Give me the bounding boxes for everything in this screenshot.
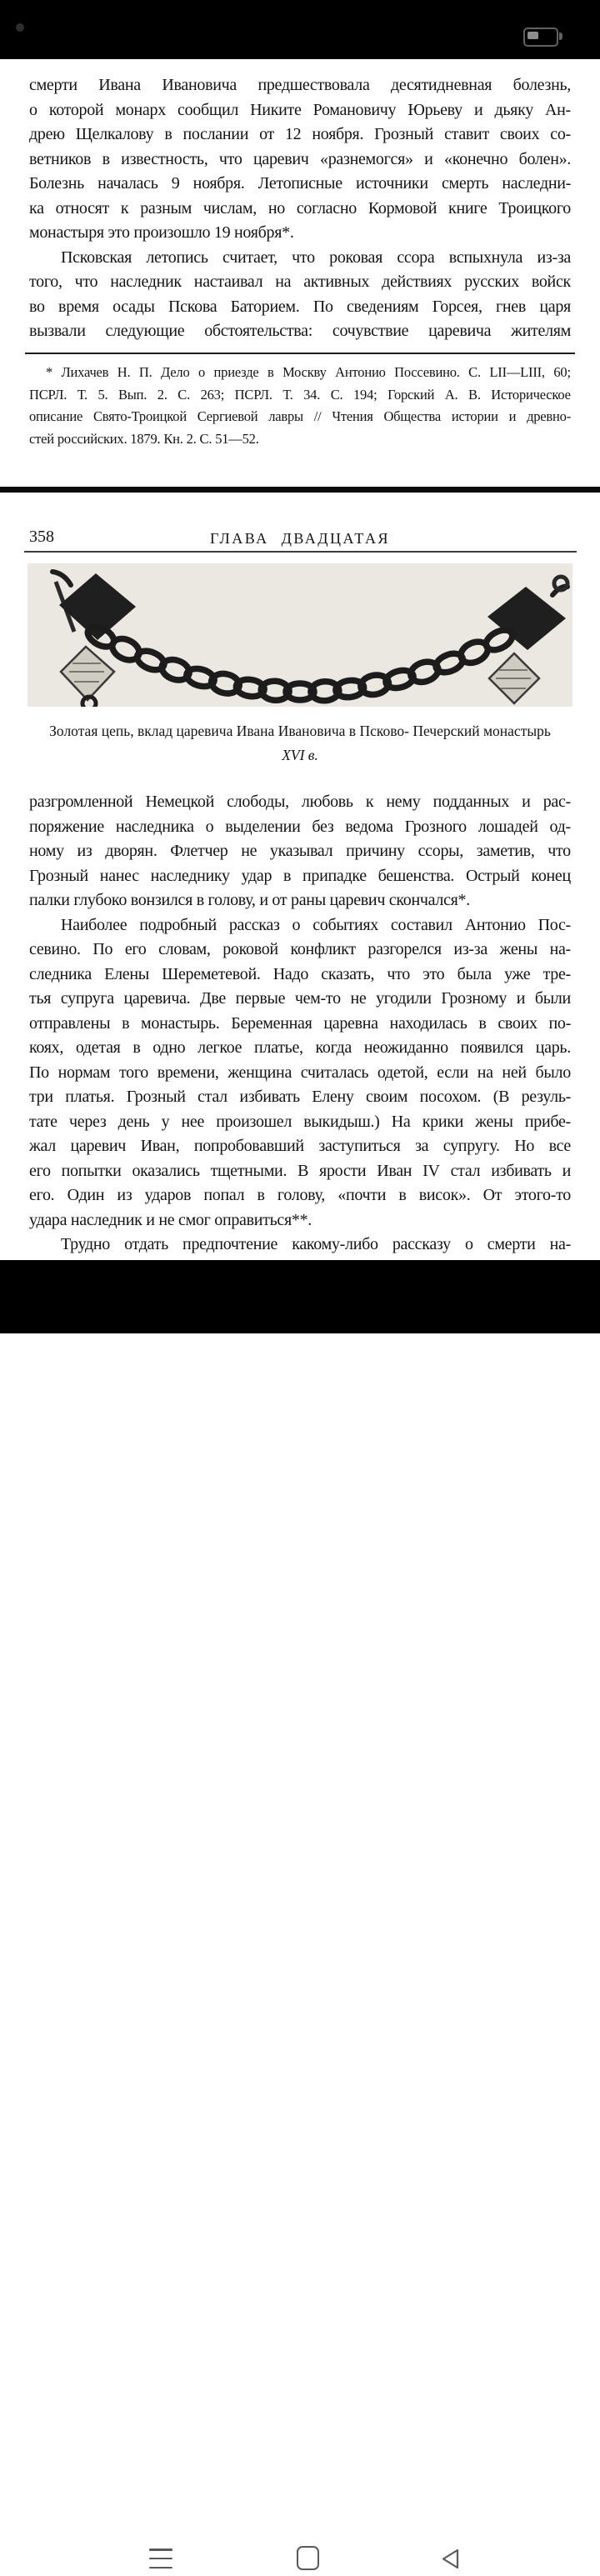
text-line: вызвали следующие обстоятельства: сочувствие царевича жителям: [29, 322, 571, 340]
right-end-ring: [554, 577, 568, 590]
left-end-ring: [82, 697, 96, 707]
chain-photo-illustration: [28, 563, 572, 707]
chain-link: [482, 626, 515, 654]
text-line: поряжение наследника о выделении без ведома Грозного лошадей од-: [29, 817, 571, 836]
text-line: тья супруга царевича. Две первые чем-то не угодили Грозному и были: [29, 989, 571, 1008]
text-line: дрею Щелкалову в послании от 12 ноября. Грозный ставит своих со-: [29, 125, 571, 143]
text-line: Псковская летопись считает, что роковая ссора вспыхнула из-за: [61, 248, 571, 267]
text-line: отправлены в монастырь. Беременная царевна находилась в своих по-: [29, 1013, 571, 1033]
text-line: о которой монарх сообщил Никите Романовичу Юрьеву и дьяку Ан-: [29, 100, 571, 119]
home-button[interactable]: [297, 2546, 319, 2570]
text-line: палки глубоко вонзился в голову, и от раны царевич скончался*.: [29, 891, 470, 909]
text-line: описание Свято-Троицкой Сергиевой лавры // Чтения Общества истории и древно-: [29, 408, 571, 424]
text-line: ветников в известность, что царевич «разнемогся» и «конечно болен».: [29, 149, 571, 168]
chain-photo: [28, 563, 572, 707]
paragraph-body-5: [29, 1233, 571, 1258]
battery-icon: [523, 28, 558, 47]
text-line: три платья. Грозный стал избивать Елену своим посохом. (В резуль-: [29, 1088, 571, 1106]
back-icon: [438, 2547, 463, 2572]
page-header-rule: [24, 551, 577, 553]
text-line: Трудно отдать предпочтение какому-либо рассказу о смерти на-: [61, 1235, 571, 1253]
recents-menu-icon: [149, 2548, 172, 2551]
text-line: * Лихачев Н. П. Дело о приезде в Москву Антонио Поссевино. С. LII—LIII, 60;: [46, 364, 571, 380]
page-break-bar: [0, 487, 600, 493]
paragraph-body-2: [29, 246, 571, 344]
text-line: следника Елены Шереметевой. Надо сказать, что это была уже тре-: [29, 964, 571, 983]
photo-caption-line2: XVI в.: [282, 747, 318, 763]
status-bar: [0, 0, 600, 59]
text-line: монастыря это произошло 19 ноября*.: [29, 223, 294, 242]
battery-fill-level: [528, 32, 538, 39]
text-line: того, что наследник настаивал на активных действиях русских войск: [29, 273, 571, 291]
reader-page-view[interactable]: [0, 59, 600, 1260]
paragraph-body-3: [29, 790, 571, 913]
paragraph-body-1: [29, 73, 571, 246]
photo-caption-line1: Золотая цепь, вклад царевича Ивана Ивановича в Псково- Печерский монастырь: [49, 723, 551, 739]
text-line: Наиболее подробный рассказ о событиях составил Антонио Пос-: [61, 915, 571, 934]
text-line: ному из дворян. Флетчер не указывал причину ссоры, заметив, что: [29, 842, 571, 860]
photo-caption: [29, 718, 571, 767]
navigation-bar: [0, 1260, 600, 1333]
front-camera-icon: [16, 23, 24, 32]
text-line: смерти Ивана Ивановича предшествовала десятидневная болезнь,: [29, 76, 571, 94]
text-line: По нормам того времени, женщина считалась одетой, если на ней было: [29, 1063, 571, 1082]
text-line: во время осады Пскова Баторием. По сведениям Горсея, гнев царя: [29, 297, 571, 316]
paragraph-body-4: [29, 913, 571, 1233]
text-line: удара наследник и не смог оправиться**.: [29, 1210, 312, 1229]
chapter-header: ГЛАВА ДВАДЦАТАЯ: [209, 530, 391, 547]
battery-nub: [559, 33, 562, 40]
text-line: разгромленной Немецкой слободы, любовь к нему подданных и рас-: [29, 793, 571, 811]
footnote: [29, 362, 571, 450]
text-line: стей российских. 1879. Кн. 2. С. 51—52.: [29, 430, 259, 447]
footnote-separator-rule: [25, 353, 575, 354]
back-button[interactable]: [438, 2547, 467, 2575]
text-line: Грозный нанес наследнику удар в припадке бешенства. Острый конец: [29, 866, 571, 885]
page-header: [29, 526, 571, 548]
text-line: ка относят к разным числам, но согласно Кормовой книге Троицкого: [29, 198, 571, 218]
recents-button[interactable]: [149, 2548, 172, 2568]
text-line: Болезнь началась 9 ноября. Летописные источники смерть наследни-: [29, 174, 571, 193]
text-line: его. Один из ударов попал в голову, «почти в висок». От этого-то: [29, 1186, 571, 1204]
text-line: тате через день у нее произошел выкидыш.) На крики жены прибе-: [29, 1112, 571, 1131]
chain-links: [84, 623, 515, 702]
left-engraved-tag: [61, 647, 114, 700]
text-line: его попытки оказались тщетными. В ярости Иван IV стал избивать и: [29, 1161, 571, 1180]
text-line: ПСРЛ. Т. 5. Вып. 2. С. 263; ПСРЛ. Т. 34. С. 194; Горский А. В. Историческое: [29, 386, 571, 403]
text-line: жал царевич Иван, попробовавший заступиться за супругу. Но все: [29, 1137, 571, 1155]
page-number: 358: [29, 528, 54, 546]
text-line: севино. По его словам, роковой конфликт разгорелся из-за жены на-: [29, 940, 571, 958]
text-line: коях, одетая в одно легкое платье, когда неожиданно появился царь.: [29, 1038, 571, 1057]
